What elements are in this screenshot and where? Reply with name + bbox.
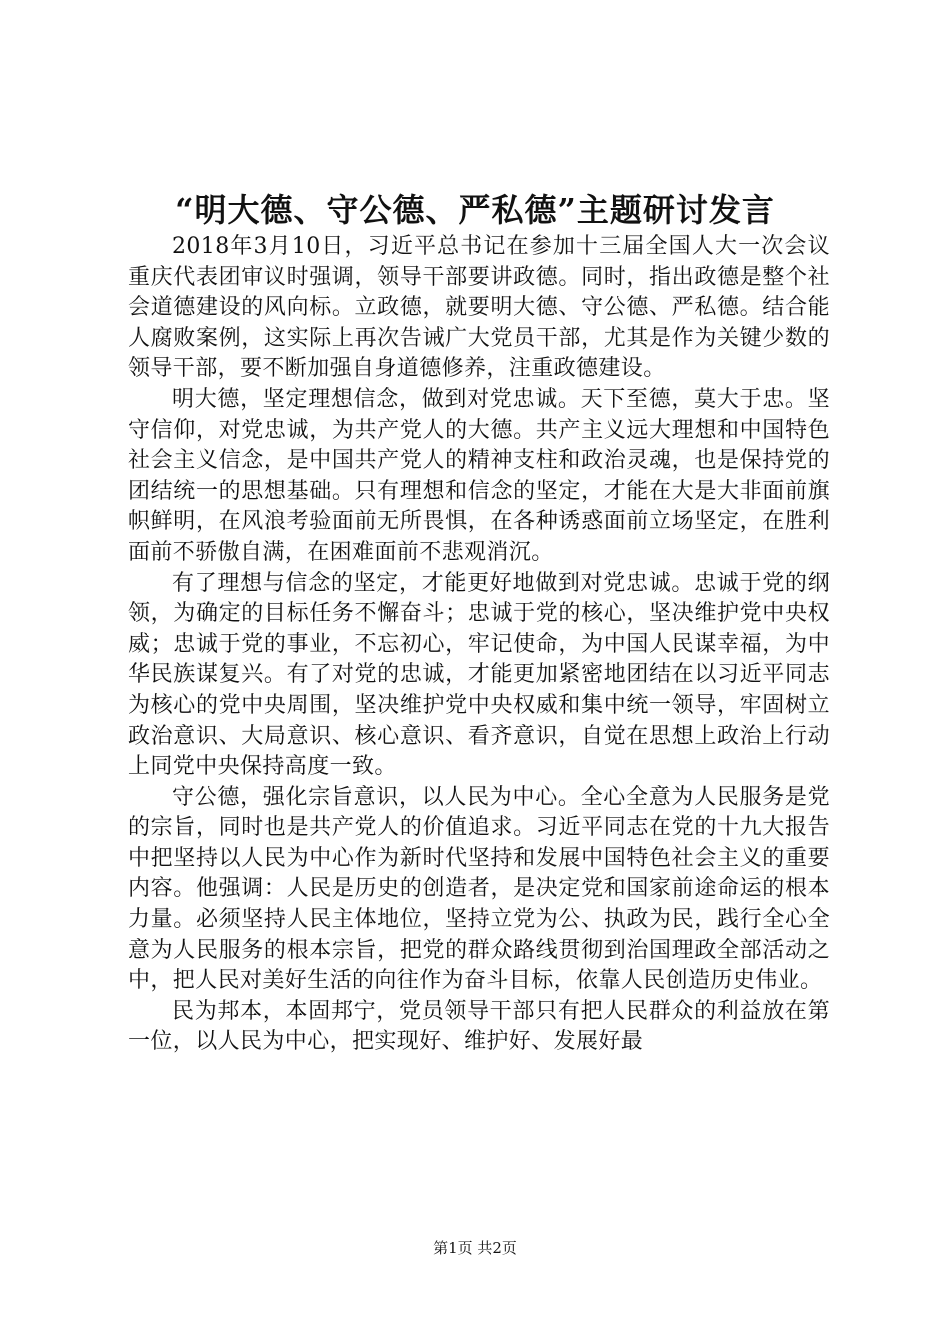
document-title: “明大德、守公德、严私德”主题研讨发言 [175,191,775,229]
paragraph-ming-da-de: 明大德，坚定理想信念，做到对党忠诚。天下至德，莫大于忠。坚守信仰，对党忠诚，为共产党人的大德。共产主义远大理想和中国特色社会主义信念，是中国共产党人的精神支柱和政治灵魂，也是保持党的团结统一的思想基础。只有理想和信念的坚定，才能在大是大非面前旗帜鲜明，在风浪考验面前无所畏惧，在各种诱惑面前立场坚定，在胜利面前不骄傲自满，在困难面前不悲观消沉。 [128,386,830,565]
document-body [128,232,830,1058]
paragraph-people-foundation: 民为邦本，本固邦宁，党员领导干部只有把人民群众的利益放在第一位，以人民为中心，把实现好、维护好、发展好最 [128,998,830,1055]
paragraph-shou-gong-de: 守公德，强化宗旨意识，以人民为中心。全心全意为人民服务是党的宗旨，同时也是共产党人的价值追求。习近平同志在党的十九大报告中把坚持以人民为中心作为新时代坚持和发展中国特色社会主义的重要内容。他强调：人民是历史的创造者，是决定党和国家前途命运的根本力量。必须坚持人民主体地位，坚持立党为公、执政为民，践行全心全意为人民服务的根本宗旨，把党的群众路线贯彻到治国理政全部活动之中，把人民对美好生活的向往作为奋斗目标，依靠人民创造历史伟业。 [128,784,830,994]
paragraph-loyalty: 有了理想与信念的坚定，才能更好地做到对党忠诚。忠诚于党的纲领，为确定的目标任务不懈奋斗；忠诚于党的核心，坚决维护党中央权威；忠诚于党的事业，不忘初心，牢记使命，为中国人民谋幸福，为中华民族谋复兴。有了对党的忠诚，才能更加紧密地团结在以习近平同志为核心的党中央周围，坚决维护党中央权威和集中统一领导，牢固树立政治意识、大局意识、核心意识、看齐意识，自觉在思想上政治上行动上同党中央保持高度一致。 [128,570,830,780]
paragraph-intro: 2018年3月10日，习近平总书记在参加十三届全国人大一次会议重庆代表团审议时强调，领导干部要讲政德。同时，指出政德是整个社会道德建设的风向标。立政德，就要明大德、守公德、严私德。结合能人腐败案例，这实际上再次告诫广大党员干部，尤其是作为关键少数的领导干部，要不断加强自身道德修养，注重政德建设。 [128,234,830,382]
page-footer: 第1页 共2页 [433,1239,517,1257]
